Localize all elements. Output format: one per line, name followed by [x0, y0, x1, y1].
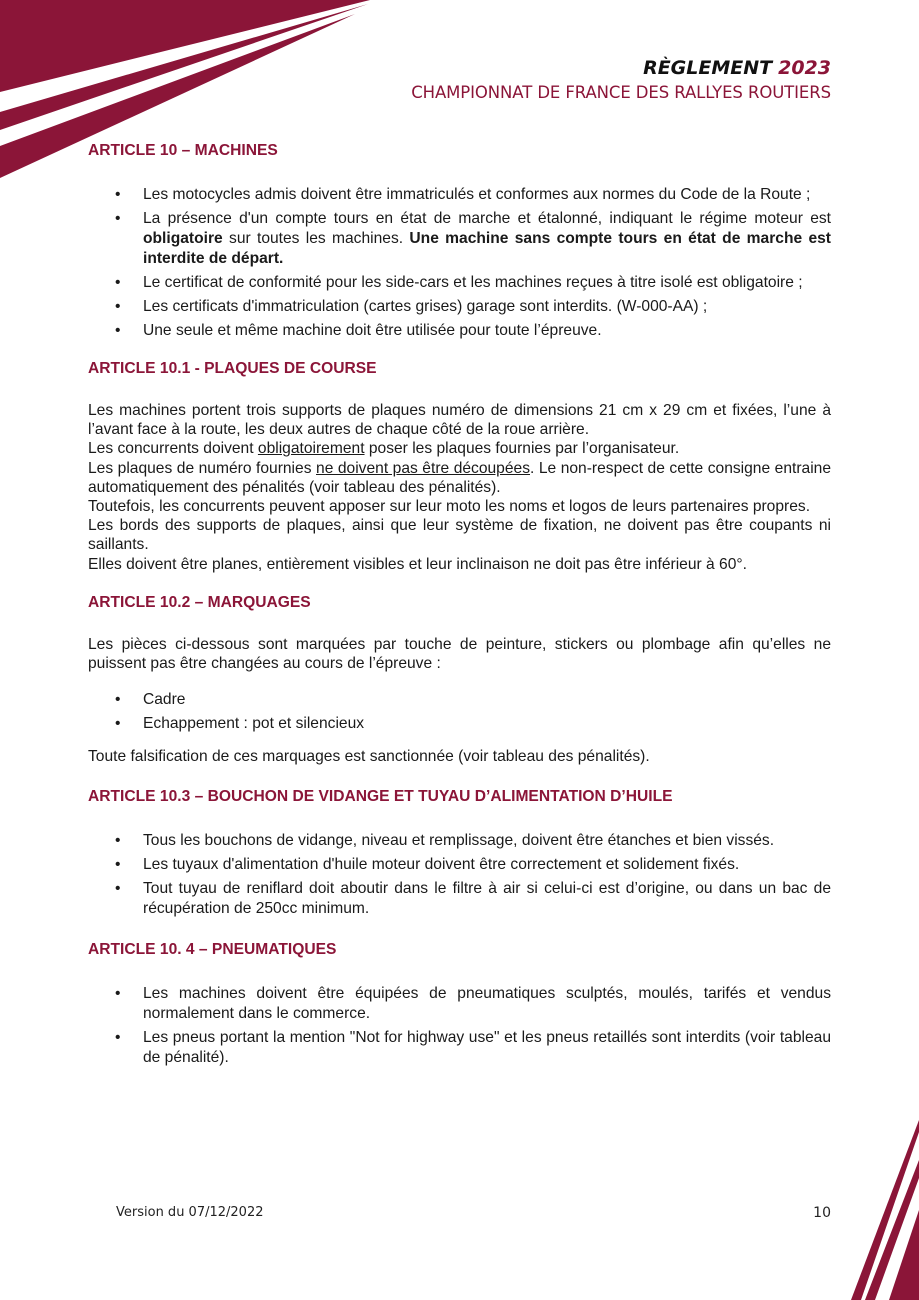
document-title-text: RÈGLEMENT [643, 57, 773, 79]
article-10-1-para-5: Les bords des supports de plaques, ainsi que leur système de fixation, ne doivent pas être coupants ni saillants. [88, 517, 831, 554]
article-10-4-item-1: • Les machines doivent être équipées de pneumatiques sculptés, moulés, tarifés et vendus normalement dans le commerce. [88, 984, 831, 1024]
page-content [88, 141, 831, 1072]
article-10-2-heading: ARTICLE 10.2 – MARQUAGES [88, 593, 311, 611]
article-10-2-outro: Toute falsification de ces marquages est sanctionnée (voir tableau des pénalités). [88, 748, 650, 766]
article-10-1-para-2-text: Les concurrents doivent [88, 440, 258, 458]
article-10-3-list [88, 831, 831, 919]
footer-version: Version du 07/12/2022 [116, 1205, 264, 1220]
article-10-3-item-1: • Tous les bouchons de vidange, niveau et remplissage, doivent être étanches et bien vissés. [88, 831, 831, 851]
article-10-4-heading: ARTICLE 10. 4 – PNEUMATIQUES [88, 941, 337, 959]
article-10-1-para-3-end: . Le non-respect de cette consigne entraine automatiquement des pénalités (voir tableau des pénalités). [88, 459, 831, 496]
article-10-1-body [88, 401, 831, 574]
article-10-item-2-bold: obligatoire [143, 230, 223, 247]
article-10-item-5: • Une seule et même machine doit être utilisée pour toute l’épreuve. [88, 321, 831, 341]
article-10-1-para-2-end: poser les plaques fournies par l’organisateur. [364, 440, 680, 458]
article-10-2-list [88, 690, 831, 734]
document-title [411, 56, 831, 80]
article-10-item-3: • Le certificat de conformité pour les side-cars et les machines reçues à titre isolé est obligatoire ; [88, 273, 831, 293]
article-10-4-item-2: • Les pneus portant la mention "Not for highway use" et les pneus retaillés sont interdits (voir tableau de pénalité). [88, 1028, 831, 1068]
article-10-2-item-1: • Cadre [88, 690, 831, 710]
page-number: 10 [813, 1205, 831, 1221]
article-10-1-para-3-underlined: ne doivent pas être découpées [316, 459, 530, 477]
article-10-item-4: • Les certificats d'immatriculation (cartes grises) garage sont interdits. (W-000-AA) ; [88, 297, 831, 317]
article-10-1-para-4: Toutefois, les concurrents peuvent apposer sur leur moto les noms et logos de leurs partenaires propres. [88, 498, 811, 516]
article-10-4-list [88, 984, 831, 1068]
article-10-1-para-1: Les machines portent trois supports de plaques numéro de dimensions 21 cm x 29 cm et fixées, l’une à l’avant face à la route, les deux autres de chaque côté de la roue arrière. [88, 402, 831, 439]
article-10-item-2 [88, 209, 831, 269]
article-10-3-item-3: • Tout tuyau de reniflard doit aboutir dans le filtre à air si celui-ci est d’origine, ou dans un bac de récupération de 250cc minimum. [88, 879, 831, 919]
article-10-2-intro: Les pièces ci-dessous sont marquées par touche de peinture, stickers ou plombage afin qu’elles ne puissent pas être changées au cours de l’épreuve : [88, 635, 831, 673]
document-year: 2023 [778, 57, 831, 79]
article-10-item-2-bold-sentence: Une machine sans compte tours en état de marche est interdite de départ. [143, 230, 832, 267]
article-10-3-heading: ARTICLE 10.3 – BOUCHON DE VIDANGE ET TUYAU D’ALIMENTATION D’HUILE [88, 788, 673, 806]
article-10-1-para-6: Elles doivent être planes, entièrement visibles et leur inclinaison ne doit pas être inférieur à 60°. [88, 555, 747, 573]
article-10-1-para-2-underlined: obligatoirement [257, 440, 365, 458]
footer-corner-graphic [849, 1120, 919, 1300]
article-10-heading: ARTICLE 10 – MACHINES [88, 142, 278, 159]
article-10-item-2-text: La présence d'un compte tours en état de marche et étalonné, indiquant le régime moteur est [143, 210, 831, 227]
article-10-item-2-mid: sur toutes les machines. [222, 230, 410, 247]
article-10-3-item-2: • Les tuyaux d'alimentation d'huile moteur doivent être correctement et solidement fixés. [88, 855, 831, 875]
document-header [411, 56, 831, 106]
article-10-1-para-3 [88, 459, 831, 497]
article-10-item-1: • Les motocycles admis doivent être immatriculés et conformes aux normes du Code de la Route ; [88, 185, 831, 205]
article-10-1-para-3-text: Les plaques de numéro fournies [88, 459, 317, 477]
article-10-1-heading: ARTICLE 10.1 - PLAQUES DE COURSE [88, 360, 377, 377]
article-10-list [88, 185, 831, 341]
article-10-2-item-2: • Echappement : pot et silencieux [88, 714, 831, 734]
document-subtitle: CHAMPIONNAT DE FRANCE DES RALLYES ROUTIERS [411, 83, 831, 102]
article-10-1-para-2 [88, 439, 831, 458]
